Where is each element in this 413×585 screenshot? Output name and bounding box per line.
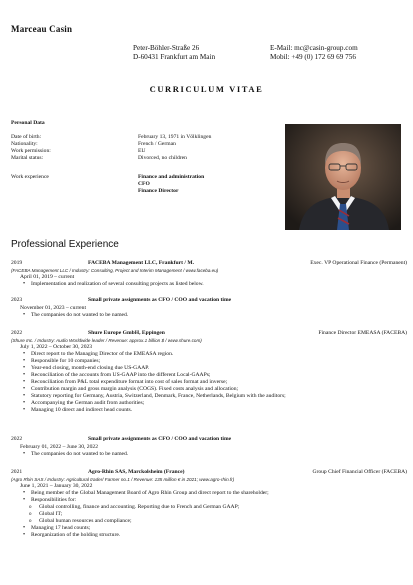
list-item: • Reconciliation of the accounts from US-GAAP into the different Local-GAAPs; — [31, 372, 407, 379]
personal-value: French / German — [138, 141, 176, 147]
job-dates: July 1, 2022 – October 30, 2023 — [20, 344, 93, 350]
job-header — [11, 297, 407, 305]
job-role: Finance Director EMEASA (FACEBA) — [318, 330, 407, 336]
personal-row-experience — [11, 174, 204, 195]
list-item: o Global human resources and compliance; — [39, 518, 407, 525]
address-city: D-60431 Frankfurt am Main — [133, 53, 216, 61]
job-dates: June 1, 2021 – January 30, 2022 — [20, 483, 93, 489]
experience-area: Finance and administration — [138, 174, 205, 180]
job-entry — [11, 436, 407, 458]
list-item: o Global controlling, finance and accounting. Reporting due to French and German GAAP; — [39, 504, 407, 511]
list-item: • Responsibilities for: — [31, 497, 407, 504]
job-entry — [11, 330, 407, 414]
job-company-info: (FACEBA Management LLC / Industry: Consulting, Project and Interim Management / www.faceba.eu) — [11, 268, 219, 273]
list-item: o Global IT; — [39, 511, 407, 518]
portrait-photo — [285, 124, 401, 230]
candidate-name: Marceau Casin — [11, 24, 73, 34]
job-entry — [11, 469, 407, 539]
list-item: • Contribution margin and gross margin analysis (COGS). Fixed costs analysis and allocation; — [31, 386, 407, 393]
list-item: • Being member of the Global Management Board of Agro Rhin Group and direct report to the shareholder; — [31, 490, 407, 497]
list-item: • Reorganization of the holding structure. — [31, 532, 407, 539]
job-entry — [11, 260, 407, 288]
list-item: • Reconciliation from P&L total expenditure format into cost of sales format and inverse; — [31, 379, 407, 386]
address-street: Peter-Böhler-Straße 26 — [133, 44, 200, 52]
experience-area: Finance Director — [138, 188, 179, 194]
personal-label: Work permission: — [11, 148, 51, 154]
job-dates: February 01, 2022 – June 30, 2022 — [20, 444, 98, 450]
list-item: • Implementation and realization of several consulting projects as listed below. — [31, 281, 407, 288]
contact-details — [270, 44, 358, 62]
list-item: • Responsible for 10 companies; — [31, 358, 407, 365]
job-header — [11, 260, 407, 268]
list-item: • Statutory reporting for Germany, Austria, Switzerland, Denmark, France, Netherlands, Belgium with the auditors; — [31, 393, 407, 400]
personal-data-heading: Personal Data — [11, 120, 45, 126]
job-bullets — [11, 351, 407, 414]
job-year: 2023 — [11, 297, 23, 303]
job-company: Agro-Rhin SAS, Marckolsheim (France) — [88, 469, 185, 475]
personal-row-nationality — [11, 141, 176, 148]
experience-areas — [138, 174, 204, 195]
document-title: CURRICULUM VITAE — [149, 84, 264, 94]
experience-area: CFO — [138, 181, 150, 187]
professional-experience-heading: Professional Experience — [11, 239, 119, 250]
personal-row-marital — [11, 155, 187, 162]
job-company: Small private assignments as CFO / COO and vacation time — [88, 436, 232, 442]
list-item: • The companies do not wanted to be named. — [31, 451, 407, 458]
list-item: • Accompanying the German audit from authorities; — [31, 400, 407, 407]
list-item: • Year-end closing, month-end closing due US-GAAP. — [31, 365, 407, 372]
job-dates: April 01, 2019 – current — [20, 274, 75, 280]
personal-value: February 13, 1971 in Völklingen — [138, 134, 212, 140]
personal-value: EU — [138, 148, 146, 154]
list-item: • Managing 17 head counts; — [31, 525, 407, 532]
personal-label: Work experience — [11, 174, 49, 180]
job-role: Exec. VP Operational Finance (Permanent) — [310, 260, 407, 266]
postal-address — [133, 44, 215, 62]
job-company-info: (Agro Rhin SAS / Industry: Agricultural trader/ Farmer no.1 / Revenue: 135 million € in 2021; www.agro-rhin.fr) — [11, 477, 235, 482]
job-bullets — [11, 312, 407, 319]
job-year: 2019 — [11, 260, 23, 266]
job-bullets — [11, 281, 407, 288]
job-year: 2021 — [11, 469, 23, 475]
job-company-info: (Shure Inc. / Industry: Audio Worldwide leader / Revenue: approx.1 billion $ / www.shure.com) — [11, 338, 202, 343]
job-bullets — [11, 525, 407, 539]
personal-label: Marital status: — [11, 155, 44, 161]
list-item: • Managing 10 direct and indirect head counts. — [31, 407, 407, 414]
personal-label: Date of birth: — [11, 134, 42, 140]
job-entry — [11, 297, 407, 319]
email-address[interactable]: E-Mail: mc@casin-group.com — [270, 44, 358, 52]
portrait-illustration — [285, 124, 401, 230]
personal-label: Nationality: — [11, 141, 38, 147]
job-sub-bullets — [11, 504, 407, 525]
job-bullets — [11, 490, 407, 504]
mobile-number: Mobil: +49 (0) 172 69 69 756 — [270, 53, 356, 61]
job-company: Shure Europe GmbH, Eppingen — [88, 330, 165, 336]
job-year: 2022 — [11, 330, 23, 336]
personal-row-birth — [11, 134, 211, 141]
job-company: FACEBA Management LLC, Frankfurt / M. — [88, 260, 195, 266]
list-item: • Direct report to the Managing Director of the EMEASA region. — [31, 351, 407, 358]
job-header — [11, 469, 407, 477]
job-year: 2022 — [11, 436, 23, 442]
job-header — [11, 436, 407, 444]
job-header — [11, 330, 407, 338]
personal-value: Divorced, no children — [138, 155, 187, 161]
job-company: Small private assignments as CFO / COO and vacation time — [88, 297, 232, 303]
personal-row-work-permission — [11, 148, 145, 155]
job-dates: November 01, 2023 – current — [20, 305, 87, 311]
list-item: • The companies do not wanted to be named. — [31, 312, 407, 319]
job-role: Group Chief Financial Officer (FACEBA) — [312, 469, 407, 475]
job-bullets — [11, 451, 407, 458]
